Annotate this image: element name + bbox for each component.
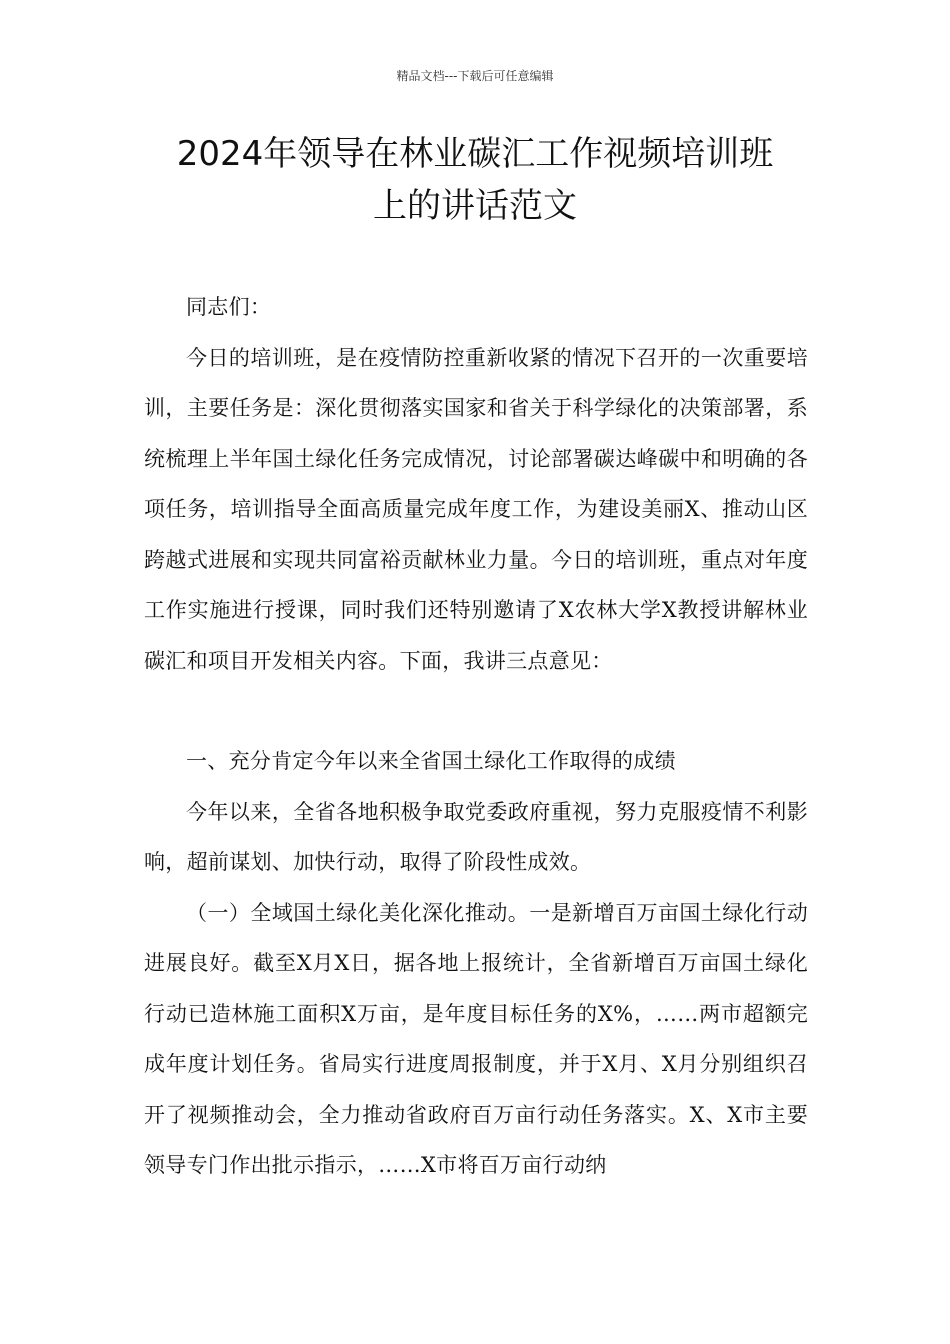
intro-paragraph: 今日的培训班，是在疫情防控重新收紧的情况下召开的一次重要培训，主要任务是：深化贯彻落实国家和省关于科学绿化的决策部署，系统梳理上半年国土绿化任务完成情况，讨论部署碳达峰碳中和明确的各项任务，培训指导全面高质量完成年度工作，为建设美丽X、推动山区跨越式进展和实现共同富裕贡献林业力量。今日的培训班，重点对年度工作实施进行授课，同时我们还特别邀请了X农林大学X教授讲解林业碳汇和项目开发相关内容。下面，我讲三点意见： (144, 345, 808, 673)
title-line-1: 2024年领导在林业碳汇工作视频培训班 (176, 134, 774, 174)
section-1-paragraph-2: （一）全域国土绿化美化深化推动。一是新增百万亩国土绿化行动进展良好。截至X月X日，据各地上报统计，全省新增百万亩国土绿化行动已造林施工面积X万亩，是年度目标任务的X%，……两市超额完成年度计划任务。省局实行进度周报制度，并于X月、X月分别组织召开了视频推动会，全力推动省政府百万亩行动任务落实。X、X市主要领导专门作出批示指示，……X市将百万亩行动纳 (144, 900, 808, 1177)
section-1-paragraph-1: 今年以来，全省各地积极争取党委政府重视，努力克服疫情不利影响，超前谋划、加快行动，取得了阶段性成效。 (144, 799, 808, 874)
document-body (144, 282, 808, 1191)
document-title (120, 128, 830, 232)
salutation: 同志们： (186, 295, 272, 319)
header-note: 精品文档---下载后可任意编辑 (396, 69, 554, 83)
section-heading-1: 一、充分肯定今年以来全省国土绿化工作取得的成绩 (186, 749, 676, 773)
title-line-2: 上的讲话范文 (373, 186, 577, 226)
